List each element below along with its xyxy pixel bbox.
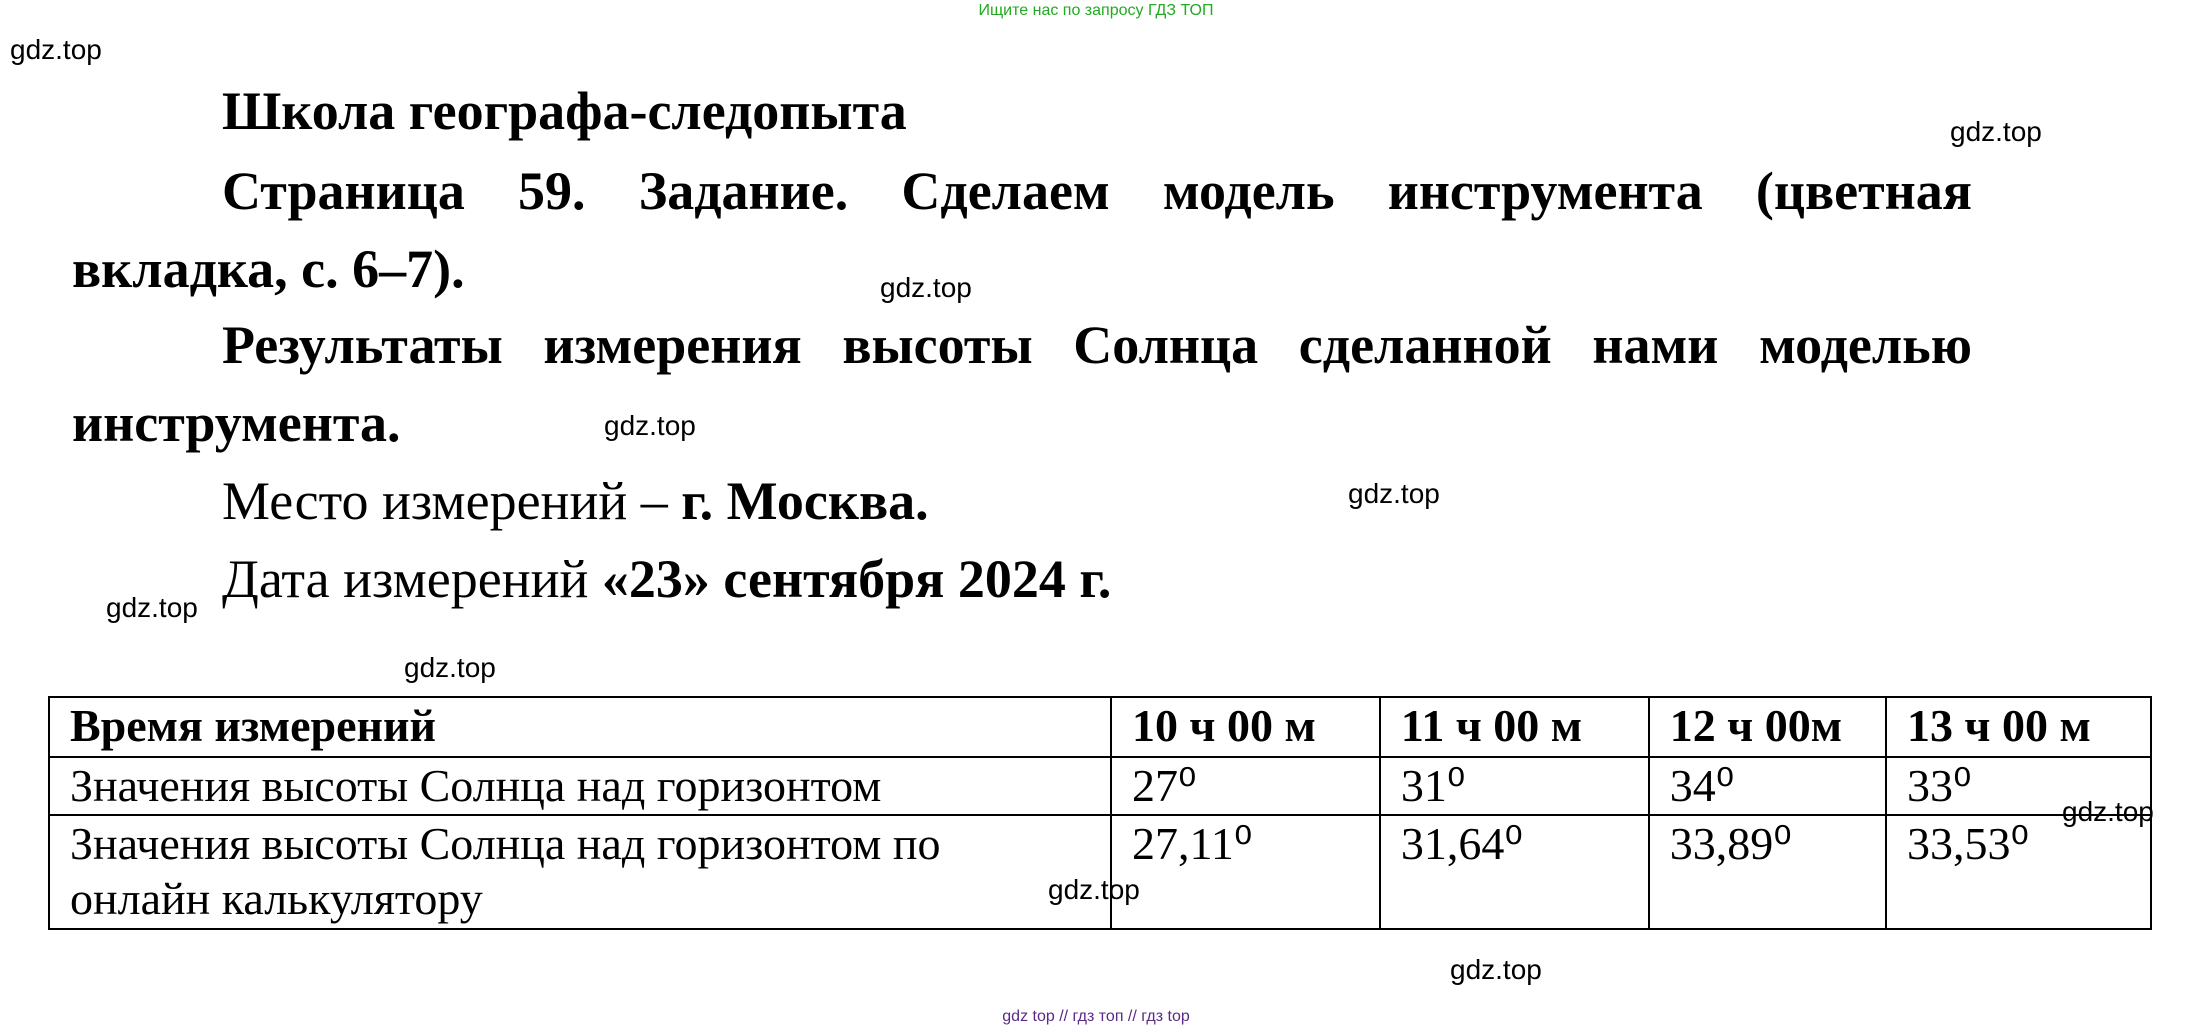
- table-cell: 27,11⁰: [1111, 815, 1380, 929]
- watermark: gdz.top: [1348, 478, 1440, 509]
- table-cell: 33⁰: [1886, 757, 2151, 815]
- task-line-1: Страница 59. Задание. Сделаем модель инструмента (цветная: [222, 161, 1972, 221]
- watermark: gdz.top: [106, 592, 198, 623]
- date-line: [222, 548, 1111, 610]
- table-cell: 27⁰: [1111, 757, 1380, 815]
- watermark: gdz.top: [880, 272, 972, 303]
- watermark: gdz.top: [10, 34, 102, 65]
- watermark: gdz.top: [604, 410, 696, 441]
- place-label: Место измерений –: [222, 471, 668, 531]
- measurements-table: [48, 696, 2152, 930]
- table-header-cell: 12 ч 00м: [1649, 697, 1886, 757]
- table-row-label-line: Значения высоты Солнца над горизонтом по: [70, 818, 941, 869]
- table-header-cell: 11 ч 00 м: [1380, 697, 1649, 757]
- place-value: г. Москва.: [681, 471, 929, 531]
- table-cell: 33,53⁰: [1886, 815, 2151, 929]
- table-cell: 33,89⁰: [1649, 815, 1886, 929]
- table-row: [49, 757, 2151, 815]
- table-header-cell: Время измерений: [49, 697, 1111, 757]
- table-row-label-line: онлайн калькулятору: [70, 873, 483, 925]
- watermark: gdz.top: [1048, 874, 1140, 905]
- table-row-label: Значения высоты Солнца над горизонтом: [49, 757, 1111, 815]
- watermark: gdz.top: [404, 652, 496, 683]
- watermark: gdz.top: [1450, 954, 1542, 985]
- table-cell: 31⁰: [1380, 757, 1649, 815]
- results-line-1: Результаты измерения высоты Солнца сделанной нами моделью: [222, 315, 1972, 375]
- table-header-row: [49, 697, 2151, 757]
- results-line-2: инструмента.: [72, 393, 401, 453]
- place-line: [222, 470, 929, 532]
- bottom-banner: gdz top // гдз топ // гдз top: [1002, 1008, 1190, 1025]
- table-cell: 31,64⁰: [1380, 815, 1649, 929]
- table-header-cell: 10 ч 00 м: [1111, 697, 1380, 757]
- table-row: [49, 815, 2151, 929]
- date-label: Дата измерений: [222, 549, 589, 609]
- date-value: «23» сентября 2024 г.: [601, 549, 1112, 609]
- page-heading: Школа географа-следопыта: [222, 81, 907, 141]
- watermark: gdz.top: [1950, 116, 2042, 147]
- task-line-2: вкладка, с. 6–7).: [72, 239, 465, 299]
- table-row-label: [49, 815, 1111, 929]
- top-search-banner: Ищите нас по запросу ГДЗ ТОП: [978, 2, 1214, 19]
- table-header-cell: 13 ч 00 м: [1886, 697, 2151, 757]
- table-cell: 34⁰: [1649, 757, 1886, 815]
- watermark: gdz.top: [2062, 796, 2154, 827]
